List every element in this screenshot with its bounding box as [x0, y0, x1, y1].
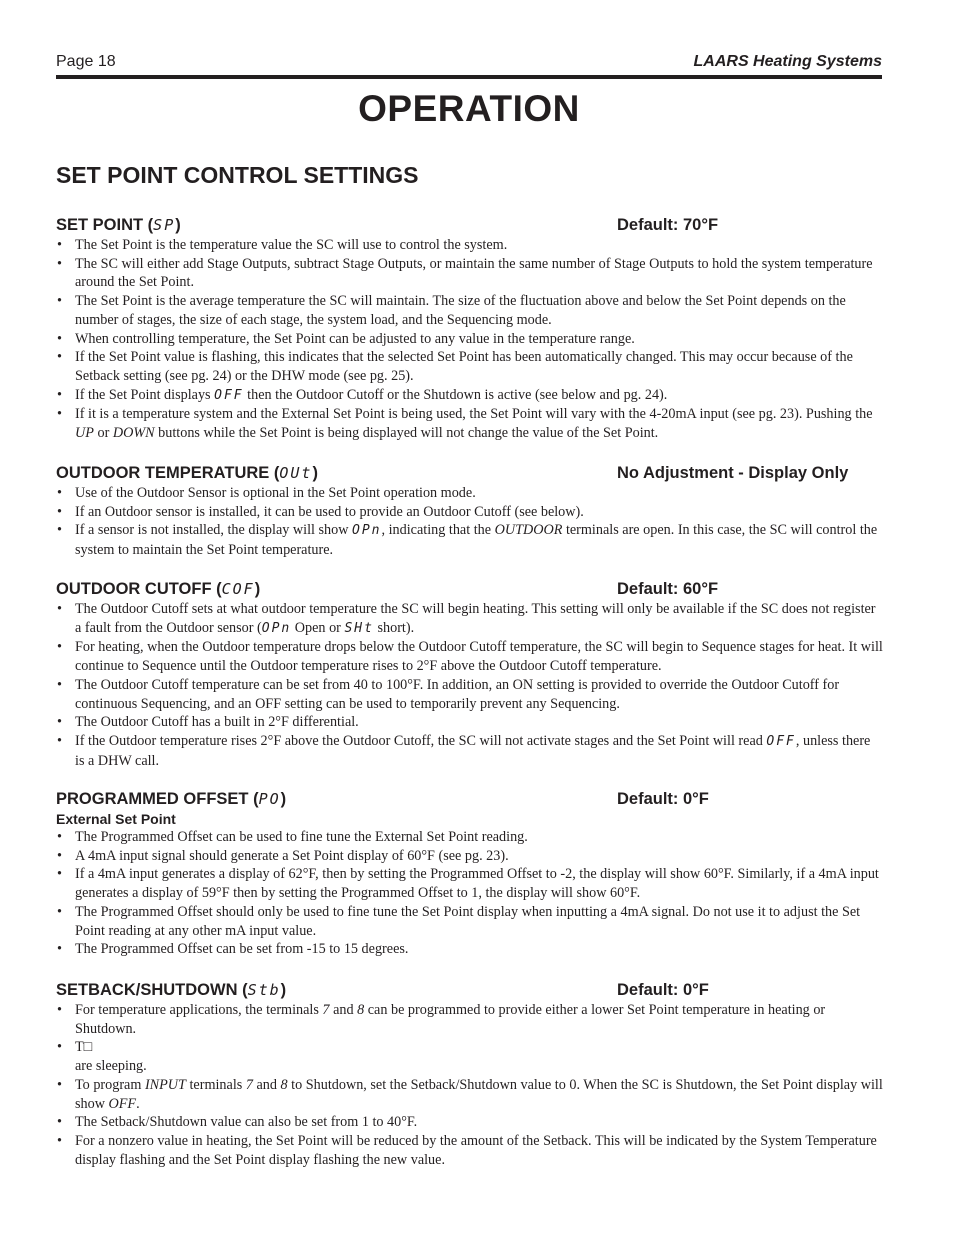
display-code: SHt: [344, 620, 374, 636]
subheading: External Set Point: [56, 811, 176, 827]
programmed-offset-section: [56, 790, 886, 959]
display-code: OFF: [766, 733, 796, 749]
list-item: • If an Outdoor sensor is installed, it can be used to provide an Outdoor Cutoff (see below).: [56, 503, 883, 522]
heading-paren: ): [175, 216, 181, 234]
display-code: OFF: [214, 387, 244, 403]
setback-shutdown-heading: [56, 981, 886, 1001]
list-item: • The Programmed Offset can be set from -15 to 15 degrees.: [56, 940, 883, 959]
page-title: OPERATION: [358, 88, 580, 129]
list-item: • For heating, when the Outdoor temperature drops below the Outdoor Cutoff temperature, the SC will begin to Sequence stages for heat. It will continue to Sequence until the Outdoor temperature rises to 2°F above the Outdoor Cutoff temperature.: [56, 638, 883, 675]
terminal-ref: OUTDOOR: [494, 522, 563, 539]
header-rule: [56, 75, 882, 79]
display-code: COF: [221, 580, 255, 598]
list-item: • If it is a temperature system and the External Set Point is being used, the Set Point will vary with the 4-20mA input (see pg. 23). Pushing the UP or DOWN buttons while the Set Point is being displayed will not change the value of the Set Point.: [56, 405, 883, 442]
bullet-list: [56, 236, 886, 443]
programmed-offset-heading: [56, 790, 886, 810]
display-code: OPn: [261, 620, 292, 636]
default-value: No Adjustment - Display Only: [617, 464, 849, 482]
off-ref: OFF: [108, 1095, 137, 1112]
terminal-ref: 8: [280, 1076, 288, 1093]
heading-paren: ): [254, 580, 261, 598]
outdoor-temperature-heading: [56, 464, 886, 484]
bullet-list: [56, 484, 886, 560]
display-code: OUt: [279, 464, 313, 482]
heading-paren: ): [280, 981, 287, 999]
list-item: • Use of the Outdoor Sensor is optional in the Set Point operation mode.: [56, 484, 883, 503]
default-value: Default: 70°F: [617, 216, 719, 234]
terminal-ref: 7: [322, 1002, 330, 1018]
display-code: SP: [153, 216, 176, 234]
heading-paren: ): [280, 790, 287, 808]
list-item: • A 4mA input signal should generate a Set Point display of 60°F (see pg. 23).: [56, 847, 883, 866]
set-point-section: [56, 216, 886, 443]
heading-label: SET POINT (: [56, 216, 154, 234]
list-item: • T□ are sleeping.: [56, 1038, 883, 1075]
page-header: [56, 53, 882, 73]
default-value: Default: 0°F: [617, 790, 709, 808]
brand-name: LAARS Heating Systems: [693, 53, 882, 70]
bullet-list: [56, 1001, 886, 1169]
display-code: OPn: [352, 523, 382, 539]
list-item: • The Programmed Offset should only be used to fine tune the Set Point display when inputting a 4mA signal. Do not use it to adjust the Set Point reading at any other mA input value.: [56, 903, 883, 940]
list-item: • The Programmed Offset can be used to fine tune the External Set Point reading.: [56, 828, 883, 847]
default-value: Default: 0°F: [617, 981, 709, 999]
list-item: • If a sensor is not installed, the display will show OPn, indicating that the OUTDOOR terminals are open. In this case, the SC will control the system to maintain the Set Point temperature.: [56, 521, 883, 559]
outdoor-cutoff-heading: [56, 580, 886, 600]
up-button-ref: UP: [75, 425, 94, 442]
input-ref: INPUT: [144, 1076, 186, 1093]
list-item: • The Setback/Shutdown value can also be set from 1 to 40°F.: [56, 1113, 883, 1132]
list-item: • If the Outdoor temperature rises 2°F above the Outdoor Cutoff, the SC will not activate stages and the Set Point will read OFF, unless there is a DHW call.: [56, 732, 883, 770]
list-item: • The Outdoor Cutoff has a built in 2°F differential.: [56, 713, 883, 732]
list-item: • When controlling temperature, the Set Point can be adjusted to any value in the temperature range.: [56, 330, 883, 349]
list-item: • For temperature applications, the terminals 7 and 8 can be programmed to provide either a lower Set Point temperature in heating or Shutdown.: [56, 1001, 883, 1038]
terminal-ref: 8: [357, 1002, 365, 1018]
heading-label: OUTDOOR TEMPERATURE (: [56, 464, 280, 482]
down-button-ref: DOWN: [112, 425, 155, 442]
heading-label: SETBACK/SHUTDOWN (: [56, 981, 248, 999]
list-item: • The Outdoor Cutoff temperature can be set from 40 to 100°F. In addition, an ON setting is provided to override the Outdoor Cutoff for continuous Sequencing, and an OFF setting can be used to temporarily prevent any Sequencing.: [56, 676, 883, 713]
list-item: • If the Set Point value is flashing, this indicates that the selected Set Point has been automatically changed. This may occur because of the Setback setting (see pg. 24) or the DHW mode (see pg. 25).: [56, 348, 883, 385]
outdoor-temperature-section: [56, 464, 886, 560]
set-point-heading: [56, 216, 886, 236]
list-item: • The Set Point is the average temperature the SC will maintain. The size of the fluctuation above and below the Set Point depends on the number of stages, the size of each stage, the system load, and the Sequencing mode.: [56, 292, 883, 329]
default-value: Default: 60°F: [617, 580, 719, 598]
list-item: • The SC will either add Stage Outputs, subtract Stage Outputs, or maintain the same number of Stage Outputs to hold the system temperature around the Set Point.: [56, 255, 883, 292]
bullet-list: [56, 828, 886, 959]
list-item: • The Outdoor Cutoff sets at what outdoor temperature the SC will begin heating. This setting will only be available if the SC does not register a fault from the Outdoor sensor (OPn Open or SHt short).: [56, 600, 883, 638]
heading-label: PROGRAMMED OFFSET (: [56, 790, 259, 808]
page-number: Page 18: [56, 53, 116, 70]
list-item: • If the Set Point displays OFF then the Outdoor Cutoff or the Shutdown is active (see below and pg. 24).: [56, 386, 883, 406]
terminal-ref: 7: [245, 1076, 253, 1093]
list-item: • If a 4mA input generates a display of 62°F, then by setting the Programmed Offset to -2, the display will show 60°F. Similarly, if a 4mA input generates a display of 59°F then by setting the Programmed Offset to 1, the display will show 60°F.: [56, 865, 883, 902]
setback-shutdown-section: [56, 981, 886, 1169]
section-title: SET POINT CONTROL SETTINGS: [56, 162, 419, 188]
outdoor-cutoff-section: [56, 580, 886, 770]
bullet-list: [56, 600, 886, 770]
list-item: • For a nonzero value in heating, the Set Point will be reduced by the amount of the Setback. This will be indicated by the System Temperature display flashing and the Set Point display flashing the new value.: [56, 1132, 883, 1169]
display-code: PO: [258, 790, 281, 808]
list-item: • To program INPUT terminals 7 and 8 to Shutdown, set the Setback/Shutdown value to 0. When the SC is Shutdown, the Set Point display will show OFF.: [56, 1076, 883, 1113]
heading-label: OUTDOOR CUTOFF (: [56, 580, 222, 598]
display-code: Stb: [247, 981, 281, 999]
heading-paren: ): [312, 464, 318, 482]
list-item: • The Set Point is the temperature value the SC will use to control the system.: [56, 236, 883, 255]
